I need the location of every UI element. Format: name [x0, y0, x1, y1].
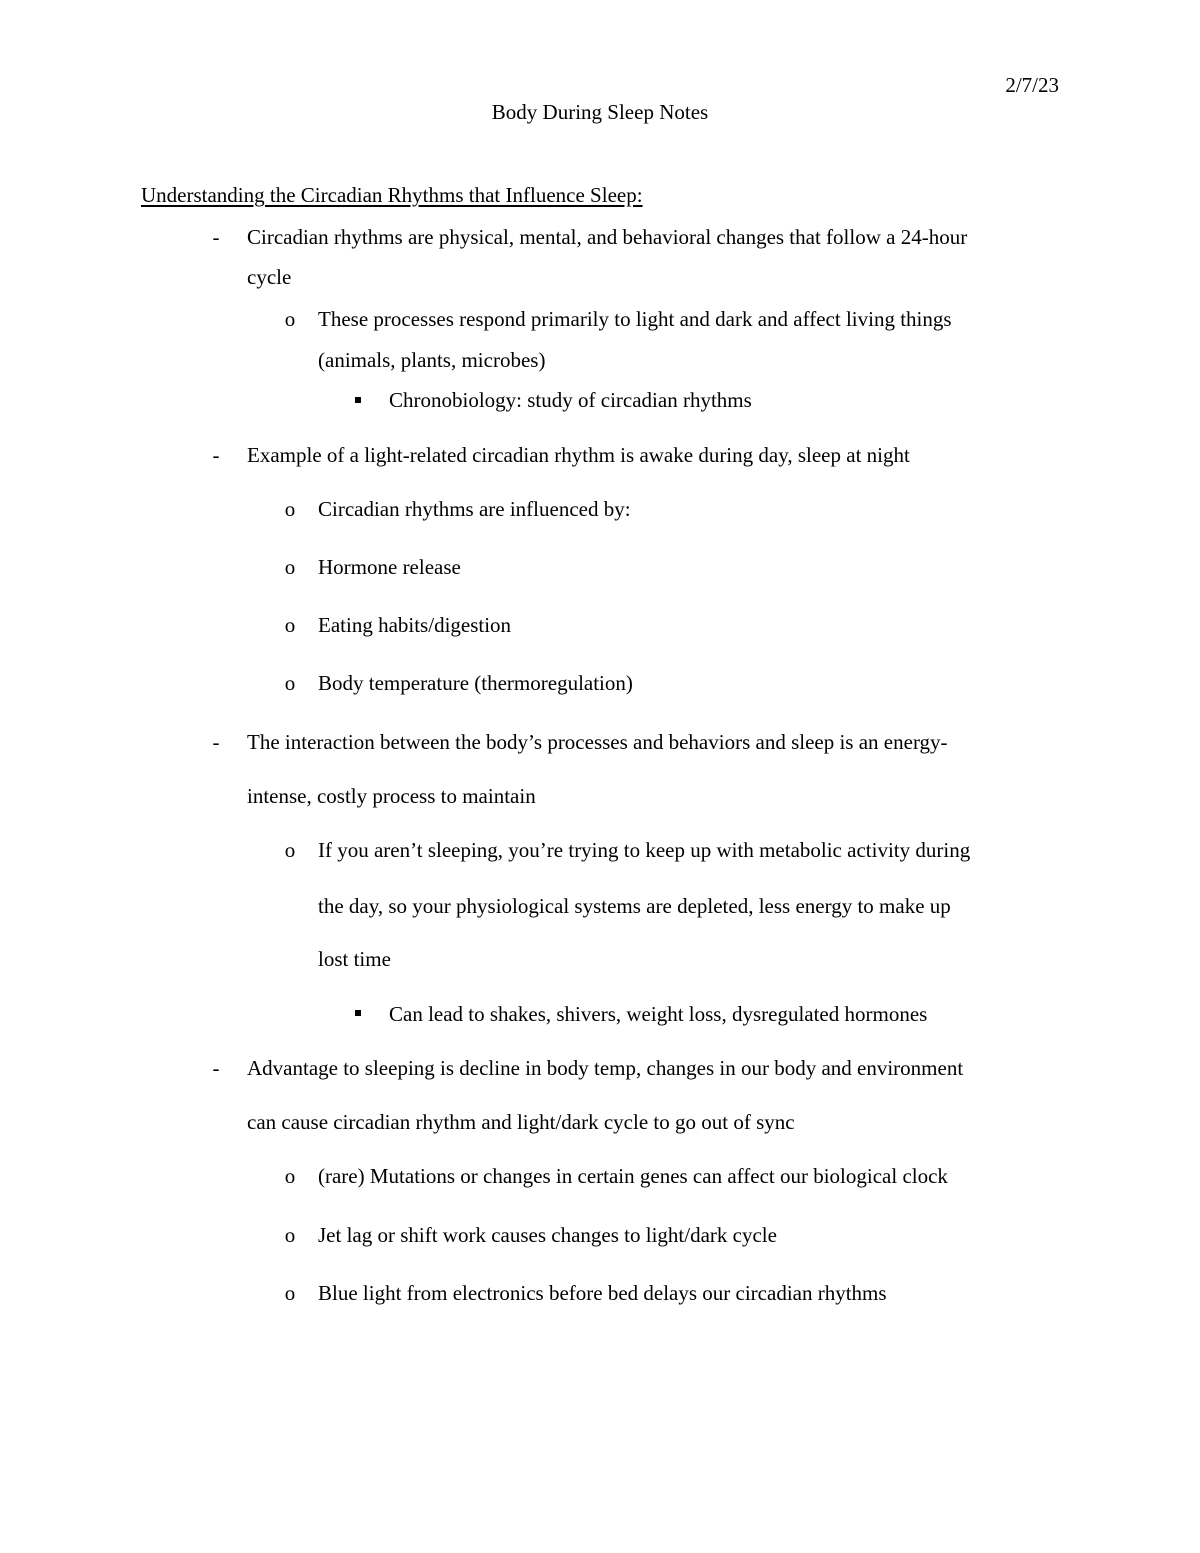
circle-bullet: o	[284, 838, 296, 862]
note-line: lost time	[318, 947, 391, 971]
note-line: Advantage to sleeping is decline in body temp, changes in our body and environment	[247, 1056, 964, 1080]
note-line: Blue light from electronics before bed delays our circadian rhythms	[318, 1281, 887, 1305]
circle-bullet: o	[284, 1164, 296, 1188]
note-line: (animals, plants, microbes)	[318, 348, 546, 372]
section-heading: Understanding the Circadian Rhythms that Influence Sleep:	[141, 183, 643, 207]
circle-bullet: o	[284, 497, 296, 521]
circle-bullet: o	[284, 1223, 296, 1247]
circle-bullet: o	[284, 613, 296, 637]
dash-bullet: -	[212, 730, 220, 754]
note-line: the day, so your physiological systems are depleted, less energy to make up	[318, 894, 951, 918]
note-line: Hormone release	[318, 555, 461, 579]
circle-bullet: o	[284, 1281, 296, 1305]
note-line: Jet lag or shift work causes changes to light/dark cycle	[318, 1223, 777, 1247]
dash-bullet: -	[212, 1056, 220, 1080]
circle-bullet: o	[284, 555, 296, 579]
note-line: can cause circadian rhythm and light/dark cycle to go out of sync	[247, 1110, 795, 1134]
note-line: Can lead to shakes, shivers, weight loss, dysregulated hormones	[389, 1002, 928, 1026]
dash-bullet: -	[212, 225, 220, 249]
circle-bullet: o	[284, 307, 296, 331]
note-line: (rare) Mutations or changes in certain genes can affect our biological clock	[318, 1164, 948, 1188]
note-line: The interaction between the body’s processes and behaviors and sleep is an energy-	[247, 730, 948, 754]
note-line: Circadian rhythms are physical, mental, and behavioral changes that follow a 24-hour	[247, 225, 968, 249]
dash-bullet: -	[212, 443, 220, 467]
note-line: Body temperature (thermoregulation)	[318, 671, 633, 695]
note-line: Example of a light-related circadian rhythm is awake during day, sleep at night	[247, 443, 910, 467]
document-title: Body During Sleep Notes	[491, 100, 709, 124]
note-line: If you aren’t sleeping, you’re trying to keep up with metabolic activity during	[318, 838, 971, 862]
note-line: Eating habits/digestion	[318, 613, 512, 637]
note-line: intense, costly process to maintain	[247, 784, 536, 808]
document-date: 2/7/23	[1005, 73, 1059, 97]
note-line: These processes respond primarily to light and dark and affect living things	[318, 307, 952, 331]
note-line: cycle	[247, 265, 292, 289]
circle-bullet: o	[284, 671, 296, 695]
note-line: Chronobiology: study of circadian rhythms	[389, 388, 752, 412]
note-line: Circadian rhythms are influenced by:	[318, 497, 631, 521]
square-bullet	[355, 1010, 361, 1016]
square-bullet	[355, 397, 361, 403]
